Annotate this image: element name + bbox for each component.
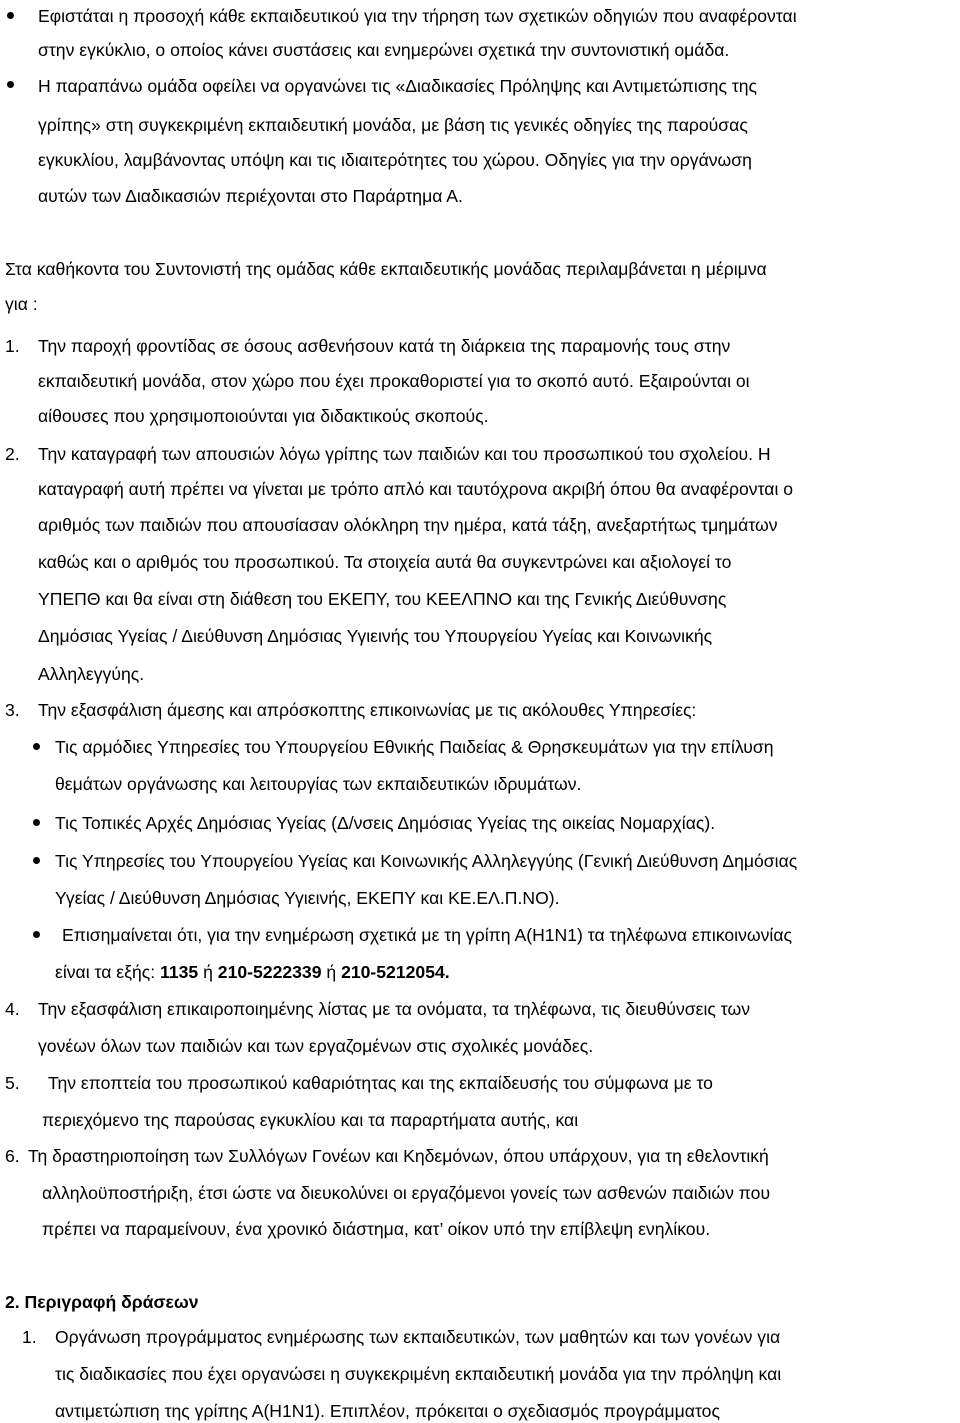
phone-number: 210-5212054. xyxy=(341,962,450,982)
list-number: 4. xyxy=(5,999,20,1019)
bullet-text-line: Η παραπάνω ομάδα οφείλει να οργανώνει τις «Διαδικασίες Πρόληψης και Αντιμετώπισης της xyxy=(38,76,758,96)
phone-separator: ή xyxy=(321,962,342,982)
list-number: 1. xyxy=(5,336,20,356)
bullet-marker xyxy=(33,743,40,750)
list-item-line: Την παροχή φροντίδας σε όσους ασθενήσουν κατά τη διάρκεια της παραμονής τους στην xyxy=(38,336,731,356)
list-item-line: καθώς και ο αριθμός του προσωπικού. Τα στοιχεία αυτά θα συγκεντρώνει και αξιολογεί το xyxy=(38,552,732,572)
bullet-text-line: εγκυκλίου, λαμβάνοντας υπόψη και τις ιδιαιτερότητες του χώρου. Οδηγίες για την οργάνωση xyxy=(38,150,752,170)
list-item-line: γονέων όλων των παιδιών και των εργαζομένων στις σχολικές μονάδες. xyxy=(38,1036,594,1056)
phone-number: 210-5222339 xyxy=(217,962,322,982)
list-item-line: Την καταγραφή των απουσιών λόγω γρίπης των παιδιών και του προσωπικού του σχολείου. Η xyxy=(38,444,771,464)
bullet-marker xyxy=(7,81,14,88)
phone-number: 1135 xyxy=(160,962,199,982)
bullet-text-line: στην εγκύκλιο, ο οποίος κάνει συστάσεις και ενημερώνει σχετικά την συντονιστική ομάδα. xyxy=(38,40,730,60)
list-item-line: Αλληλεγγύης. xyxy=(38,664,145,684)
list-item-line: εκπαιδευτική μονάδα, στον χώρο που έχει προκαθοριστεί για το σκοπό αυτό. Εξαιρούνται οι xyxy=(38,371,750,391)
list-item-line: αίθουσες που χρησιμοποιούνται για διδακτικούς σκοπούς. xyxy=(38,406,489,426)
list-item-line: πρέπει να παραμείνουν, ένα χρονικό διάστημα, κατ’ οίκον υπό την επίβλεψη ενηλίκου. xyxy=(42,1219,711,1239)
sub-bullet-line: Επισημαίνεται ότι, για την ενημέρωση σχετικά με τη γρίπη Α(Η1Ν1) τα τηλέφωνα επικοινωνίας xyxy=(62,925,792,945)
list-number: 5. xyxy=(5,1073,20,1093)
bullet-marker xyxy=(33,819,40,826)
bullet-text-line: γρίπης» στη συγκεκριμένη εκπαιδευτική μονάδα, με βάση τις γενικές οδηγίες της παρούσας xyxy=(38,115,748,135)
list-number: 3. xyxy=(5,700,20,720)
list-number: 6. xyxy=(5,1146,20,1166)
list-number: 2. xyxy=(5,444,20,464)
bullet-marker xyxy=(33,931,40,938)
bullet-marker xyxy=(7,12,14,19)
list-item-line: Οργάνωση προγράμματος ενημέρωσης των εκπαιδευτικών, των μαθητών και των γονέων για xyxy=(55,1327,781,1347)
list-item-line: αλληλοϋποστήριξη, έτσι ώστε να διευκολύνει οι εργαζόμενοι γονείς των ασθενών παιδιών που xyxy=(42,1183,771,1203)
list-number: 1. xyxy=(22,1327,37,1347)
list-item-line: αντιμετώπιση της γρίπης Α(Η1Ν1). Επιπλέον, πρόκειται ο σχεδιασμός προγράμματος xyxy=(55,1401,720,1421)
list-item-line: αριθμός των παιδιών που απουσίασαν ολόκληρη την ημέρα, κατά τάξη, ανεξαρτήτως τμημάτων xyxy=(38,515,778,535)
intro-text-line: για : xyxy=(5,294,38,314)
phone-line xyxy=(55,961,450,983)
list-item-line: περιεχόμενο της παρούσας εγκυκλίου και τα παραρτήματα αυτής, και xyxy=(42,1110,579,1130)
phone-prefix: είναι τα εξής: xyxy=(55,962,161,982)
list-item-line: τις διαδικασίες που έχει οργανώσει η συγκεκριμένη εκπαιδευτική μονάδα για την πρόληψη και xyxy=(55,1364,782,1384)
list-item-line: Τη δραστηριοποίηση των Συλλόγων Γονέων και Κηδεμόνων, όπου υπάρχουν, για τη εθελοντική xyxy=(28,1146,769,1166)
list-item-line: Την εξασφάλιση άμεσης και απρόσκοπτης επικοινωνίας με τις ακόλουθες Υπηρεσίες: xyxy=(38,700,697,720)
list-item-line: Την εποπτεία του προσωπικού καθαριότητας και της εκπαίδευσής του σύμφωνα με το xyxy=(48,1073,713,1093)
list-item-line: ΥΠΕΠΘ και θα είναι στη διάθεση του ΕΚΕΠΥ, του ΚΕΕΛΠΝΟ και της Γενικής Διεύθυνσης xyxy=(38,589,727,609)
phone-separator: ή xyxy=(198,962,218,982)
list-item-line: Την εξασφάλιση επικαιροποιημένης λίστας με τα ονόματα, τα τηλέφωνα, τις διευθύνσεις των xyxy=(38,999,751,1019)
sub-bullet-line: Τις αρμόδιες Υπηρεσίες του Υπουργείου Εθνικής Παιδείας & Θρησκευμάτων για την επίλυση xyxy=(55,737,774,757)
intro-text-line: Στα καθήκοντα του Συντονιστή της ομάδας κάθε εκπαιδευτικής μονάδας περιλαμβάνεται η μέριμνα xyxy=(5,259,767,279)
bullet-text-line: αυτών των Διαδικασιών περιέχονται στο Παράρτημα Α. xyxy=(38,186,463,206)
section-heading: 2. Περιγραφή δράσεων xyxy=(5,1292,199,1312)
bullet-text-line: Εφιστάται η προσοχή κάθε εκπαιδευτικού για την τήρηση των σχετικών οδηγιών που αναφέρονται xyxy=(38,6,797,26)
list-item-line: Δημόσιας Υγείας / Διεύθυνση Δημόσιας Υγιεινής του Υπουργείου Υγείας και Κοινωνικής xyxy=(38,626,713,646)
bullet-marker xyxy=(33,857,40,864)
sub-bullet-line: θεμάτων οργάνωσης και λειτουργίας των εκπαιδευτικών ιδρυμάτων. xyxy=(55,774,582,794)
list-item-line: καταγραφή αυτή πρέπει να γίνεται με τρόπο απλό και ταυτόχρονα ακριβή όπου θα αναφέρονται ο xyxy=(38,479,794,499)
sub-bullet-line: Τις Τοπικές Αρχές Δημόσιας Υγείας (Δ/νσεις Δημόσιας Υγείας της οικείας Νομαρχίας). xyxy=(55,813,716,833)
sub-bullet-line: Υγείας / Διεύθυνση Δημόσιας Υγιεινής, ΕΚΕΠΥ και ΚΕ.ΕΛ.Π.ΝΟ). xyxy=(55,888,560,908)
sub-bullet-line: Τις Υπηρεσίες του Υπουργείου Υγείας και Κοινωνικής Αλληλεγγύης (Γενική Διεύθυνση Δημόσιας xyxy=(55,851,798,871)
